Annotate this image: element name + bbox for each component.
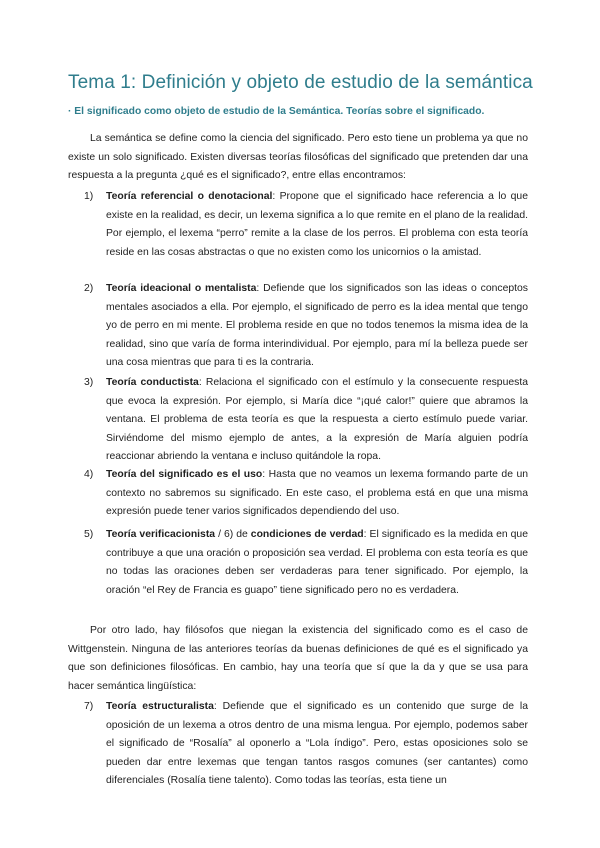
- list-item-text: Teoría del significado es el uso: Hasta que no veamos un lexema formando parte de un contexto no sabremos su significado. En este caso, el problema está en que una misma expresión puede tener varios significados dependiendo del uso.: [106, 469, 528, 518]
- list-item-text: Teoría conductista: Relaciona el significado con el estímulo y la consecuente respuesta que evoca la expresión. Por ejemplo, si María dice “¡qué calor!” quiere que abramos la ventana. El problema de esta teoría es que la respuesta a cierto estímulo puede variar. Sirviéndome del mismo ejemplo de antes, a la expresión de María alguien podría reaccionar abriendo la ventana e incluso quitándole la ropa.: [106, 377, 529, 463]
- theory-description: Defiende que los significados son las ideas o conceptos mentales asociados a ella. Por ejemplo, el significado de perro es la idea mental que tengo yo de perro en mi mente. El problema reside en que no todos tenemos la misma idea de la realidad, sino que varía de forma interindividual. Por ejemplo, para mí la belleza puede ser una cosa mientras que para ti es la contraria.: [106, 283, 528, 369]
- theory-name-secondary: condiciones de verdad: [250, 529, 364, 540]
- list-item-number: 5): [84, 529, 94, 540]
- list-item: [84, 374, 528, 467]
- list-item-number: 4): [84, 469, 94, 480]
- theory-description: Defiende que el significado es un contenido que surge de la oposición de un lexema a otros dentro de una misma lengua. Por ejemplo, podemos saber el significado de “Rosalía” al oponerlo a “Lola índigo”. Pero, estas oposiciones solo se pueden dar entre lexemas que tengan tantos rasgos comunes (ser cantantes) como diferenciales (Rosalía tiene talento). Como todas las teorías, esta tiene un: [106, 701, 528, 787]
- list-item: [84, 280, 528, 373]
- list-item: [84, 188, 528, 262]
- list-item: [84, 466, 528, 522]
- list-item-number: 1): [84, 191, 94, 202]
- theory-description: El significado es la medida en que contribuye a que una oración o proposición sea verdad. El problema con esta teoría es que no todas las oraciones deben ser verdaderas para tener significado. Por ejemplo, la oración “el Rey de Francia es guapo” tiene significado pero no es verdadera.: [106, 529, 528, 596]
- theory-description: Propone que el significado hace referencia a lo que existe en la realidad, es decir, un lexema significa a lo que remite en el plano de la realidad. Por ejemplo, el lexema “perro” remite a la clase de los perros. El problema con esta teoría reside en las cosas abstractas o que no existen como los unicornios o la amistad.: [106, 191, 528, 258]
- list-item-number: 7): [84, 701, 94, 712]
- middle-text: Por otro lado, hay filósofos que niegan la existencia del significado como es el caso de Wittgenstein. Ninguna de las anteriores teorías da buenas definiciones de qué es el significado ya que son definiciones filosóficas. En cambio, hay una teoría que sí que la da y que se usa para hacer semántica lingüística:: [68, 625, 528, 692]
- list-item-text: Teoría estructuralista: Defiende que el significado es un contenido que surge de la oposición de un lexema a otros dentro de una misma lengua. Por ejemplo, podemos saber el significado de “Rosalía” al oponerlo a “Lola índigo”. Pero, estas oposiciones solo se pueden dar entre lexemas que tengan tantos rasgos comunes (ser cantantes) como diferenciales (Rosalía tiene talento). Como todas las teorías, esta tiene un: [106, 701, 528, 787]
- theory-name: Teoría verificacionista: [106, 529, 216, 540]
- middle-paragraph: [68, 622, 528, 696]
- intro-text: La semántica se define como la ciencia del significado. Pero esto tiene un problema ya que no existe un solo significado. Existen diversas teorías filosóficas del significado que pretenden dar una respuesta a la pregunta ¿qué es el significado?, entre ellas encontramos:: [68, 133, 528, 182]
- list-item-text: Teoría verificacionista / 6) de condiciones de verdad: El significado es la medida en que contribuye a que una oración o proposición sea verdad. El problema con esta teoría es que no todas las oraciones deben ser verdaderas para tener significado. Por ejemplo, la oración “el Rey de Francia es guapo” tiene significado pero no es verdadera.: [106, 529, 528, 596]
- page-title: Tema 1: Definición y objeto de estudio de la semántica: [68, 72, 533, 93]
- list-item: [84, 698, 528, 791]
- theory-name: Teoría del significado es el uso: [106, 469, 263, 480]
- list-item-number: 3): [84, 377, 94, 388]
- theory-description: Relaciona el significado con el estímulo y la consecuente respuesta que evoca la expresión. Por ejemplo, si María dice “¡qué calor!” quiere que abramos la ventana. El problema de esta teoría es que la respuesta a cierto estímulo puede variar. Sirviéndome del mismo ejemplo de antes, a la expresión de María alguien podría reaccionar abriendo la ventana e incluso quitándole la ropa.: [106, 377, 529, 463]
- list-item-number: 2): [84, 283, 94, 294]
- intro-paragraph: [68, 130, 528, 186]
- theory-name: Teoría ideacional o mentalista: [106, 283, 257, 294]
- list-item-text: Teoría ideacional o mentalista: Defiende que los significados son las ideas o conceptos mentales asociados a ella. Por ejemplo, el significado de perro es la idea mental que tengo yo de perro en mi mente. El problema reside en que no todos tenemos la misma idea de la realidad, sino que varía de forma interindividual. Por ejemplo, para mí la belleza puede ser una cosa mientras que para ti es la contraria.: [106, 283, 528, 369]
- section-subtitle: · El significado como objeto de estudio de la Semántica. Teorías sobre el significado.: [68, 106, 485, 117]
- list-item: [84, 526, 528, 600]
- theory-name: Teoría estructuralista: [106, 701, 214, 712]
- list-item-text: Teoría referencial o denotacional: Propone que el significado hace referencia a lo que existe en la realidad, es decir, un lexema significa a lo que remite en el plano de la realidad. Por ejemplo, el lexema “perro” remite a la clase de los perros. El problema con esta teoría reside en las cosas abstractas o que no existen como los unicornios o la amistad.: [106, 191, 528, 258]
- theory-name: Teoría conductista: [106, 377, 199, 388]
- theory-description: Hasta que no veamos un lexema formando parte de un contexto no sabremos su significado. En este caso, el problema está en que una misma expresión puede tener varios significados dependiendo del uso.: [106, 469, 528, 518]
- theory-name: Teoría referencial o denotacional: [106, 191, 273, 202]
